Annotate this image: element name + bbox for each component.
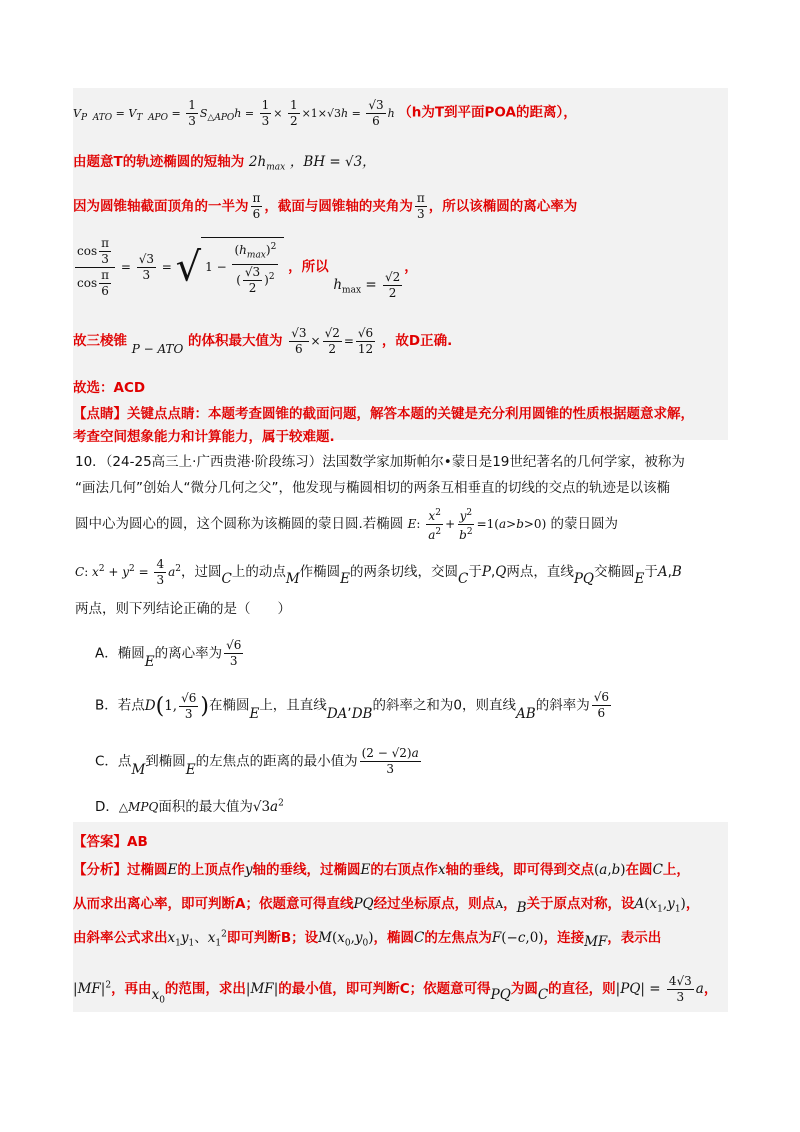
option-b-text-2: 上，且直线 [259,697,327,714]
analysis-1e: 轴的垂线，即可得到交点 [445,862,594,878]
text-so: ，所以 [288,259,329,275]
bh-value: ，BH = √3， [289,154,376,170]
option-c-label: C．点 [95,753,132,770]
text-minor-axis: 由题意T的轨迹椭圆的短轴为 [73,154,245,170]
solution-line-2 [73,150,728,173]
hmax-value: $h_{max}$ = $\frac{√2}{2}$ [333,270,401,300]
question-10-line-2: “画法几何”创始人“微分几何之父”，他发现与椭圆相切的两条互相垂直的切线的交点的轨迹是以该椭 [75,480,670,496]
text-monge-intro: 圆中心为圆心的圆，这个圆称为该椭圆的蒙日圆.若椭圆 [75,516,404,532]
review-line-2: 考查空间想象能力和计算能力，属于较难题. [73,429,335,445]
minor-axis-value [248,154,286,173]
volume-max-value: $\frac{√3}{6}$ × $\frac{√2}{2}$ = $\frac{√6}{12}$ [291,326,374,356]
analysis-1b: 的上顶点作 [177,862,245,878]
analysis-line-3: 由斜率公式求出$x_1y_1$、$x_1^2$即可判断B；设$M(x_0,y_0)$，椭圆C的左焦点为F(−c,0)，连接MF，表示出 [73,929,662,950]
text-volume-max: 的体积最大值为 [188,333,283,349]
analysis-4b: 的范围，求出 [164,981,246,997]
analysis-line-2: 从而求出离心率，即可判断A；依题意可得直线PQ经过坐标原点，则点A，B关于原点对称，设$A(x_1,y_1)$， [73,896,700,916]
text-moving-point: 上的动点 [231,564,286,580]
solution-box-previous [73,88,728,445]
solution-line-4: cos $\frac{\pi}{3}$ cos $\frac{\pi}{6}$ = $\frac{√3}{3}$ = √ 1 − $(h_{max})^2$ ( $\frac{√3}{2}$ )$^2$ ，所以 $h_{max}$ = $\frac{√2}{2}$ ， [73,236,728,299]
option-a[interactable]: A．椭圆E的离心率为 $\frac{√6}{3}$ [95,638,242,670]
option-b-label: B．若点 [95,697,145,714]
option-a-label: A．椭圆 [95,645,145,662]
option-b-text-4: 的斜率为 [535,697,590,714]
analysis-4e: 的直径，则 [548,981,616,997]
choice-line: 故选：ACD [73,380,146,396]
answer-box [73,822,728,1012]
text-monge-circle-is: 的蒙日圆为 [550,516,619,532]
analysis-3b: 即可判断B；设 [226,930,319,946]
analysis-1f: 在圆 [625,862,653,878]
option-c[interactable]: C．点M到椭圆E的左焦点的距离的最小值为 $\frac{(2 - √2)a}{3}$ [95,746,419,778]
option-c-text-1: 到椭圆 [145,753,186,770]
text-at: 于 [468,564,482,580]
text-at-2: 于 [644,564,658,580]
analysis-4d: 为圆 [510,981,538,997]
minor-axis-sub: max [266,162,286,173]
analysis-1a: 【分析】过椭圆 [73,862,168,878]
point-d: D(1, $\frac{√6}{3}$ ) [144,690,209,721]
analysis-4c: 的最小值，即可判断C；依题意可得 [278,981,491,997]
option-b[interactable]: B．若点D(1, $\frac{√6}{3}$ )在椭圆E上，且直线DA,DB的斜率之和为0，则直线AB的斜率为 $\frac{√6}{6}$ [95,690,609,722]
text-d-correct: ，故D正确. [381,333,453,349]
analysis-line-4: $|MF|^2$，再由$x_0$的范围，求出|MF|的最小值，即可判断C；依题意可得PQ为圆C的直径，则|PQ| = $\frac{4√3}{3}$ a， [73,974,718,1006]
review-line-1: 【点睛】关键点点睛：本题考查圆锥的截面问题，解答本题的关键是充分利用圆锥的性质根据题意求解， [73,406,694,422]
text-tetra: 故三棱锥 [73,333,127,349]
analysis-4a: ，再由 [111,981,152,997]
ellipse-equation: E: $\frac{x^2}{a^2}$ + $\frac{y^2}{b^2}$ =1(a>b>0) [407,508,547,542]
text-intersect-ellipse: 交椭圆 [593,564,635,580]
option-d-value: $√3a^2$ [252,798,284,815]
option-d[interactable] [95,795,284,815]
analysis-2c: 关于原点对称，设 [526,896,635,912]
option-d-label: D． [95,799,119,815]
text-through-circle: ，过圆 [180,564,222,580]
analysis-1d: 的右顶点作 [370,862,438,878]
analysis-2a: 从而求出离心率，即可判断A；依题意可得直线 [73,896,354,912]
analysis-3d: 的左焦点为 [424,930,492,946]
solution-line-5 [73,326,728,357]
analysis-1g: 上， [662,862,690,878]
triangle-mpq: △MPQ [118,800,159,814]
option-b-text-3: 的斜率之和为0，则直线 [372,697,517,714]
answer-label: 【答案】AB [73,834,148,850]
analysis-3f: ，表示出 [607,930,662,946]
analysis-3e: ，连接 [543,930,585,946]
question-10-line-1: 10．（24-25高三上·广西贵港·阶段练习）法国数学家加斯帕尔•蒙日是19世纪著名的几何学家，被称为 [75,454,685,470]
option-a-text: 的离心率为 [154,645,223,662]
question-10-line-5: 两点，则下列结论正确的是（ ） [75,601,291,617]
minor-axis-2h: 2h [248,154,267,170]
option-c-text-2: 的左焦点的距离的最小值为 [195,753,358,770]
volume-note: （h为T到平面POA的距离）， [398,104,577,121]
option-b-value: $\frac{√6}{6}$ [593,690,609,720]
analysis-3c: ，椭圆 [373,930,415,946]
text-two-tangents: 的两条切线，交圆 [350,564,459,580]
question-10-line-3 [75,506,618,543]
solution-line-1 [73,98,728,129]
option-c-value: $\frac{(2 - √2)a}{3}$ [361,746,419,776]
option-a-value: $\frac{√6}{3}$ [226,638,242,668]
text-make-ellipse: 作椭圆 [299,564,341,580]
analysis-2b: 经过坐标原点，则点 [373,896,496,912]
question-10-line-4: C: $x^2 + y^2$ = $\frac{4}{3}$ $a^2$，过圆C上的动点M作椭圆E的两条切线，交圆C于P,Q两点，直线PQ交椭圆E于A,B [75,557,682,587]
eccentricity-equation: cos $\frac{\pi}{3}$ cos $\frac{\pi}{6}$ = $\frac{√3}{3}$ = √ 1 − $(h_{max})^2$ ( $\frac{√3}{2}$ )$^2$ [73,260,288,274]
volume-formula: $V_{P ATO} = V_{T APO}$ = $\frac{1}{3}$ $S_{\triangle APO}h$ = $\frac{1}{3}$ × $\frac{1}{2}$ ×1×√3h = $\frac{√3}{6}$ h [73,98,395,128]
analysis-3a: 由斜率公式求出 [73,930,168,946]
option-d-text: 面积的最大值为 [158,799,253,815]
tetra-name: P − ATO [131,342,184,356]
text-two-points-line: 两点，直线 [506,564,574,580]
circle-equation: C: $x^2 + y^2$ = $\frac{4}{3}$ $a^2$ [75,557,181,587]
option-b-text-1: 在椭圆 [208,697,250,714]
solution-line-3: 因为圆锥轴截面顶角的一半为 $\frac{\pi}{6}$ ，截面与圆锥轴的夹角为 $\frac{\pi}{3}$ ，所以该椭圆的离心率为 [73,191,578,221]
analysis-1c: 轴的垂线，过椭圆 [252,862,361,878]
analysis-line-1: 【分析】过椭圆E的上顶点作y轴的垂线，过椭圆E的右顶点作x轴的垂线，即可得到交点(a,b)在圆C上， [73,862,690,878]
